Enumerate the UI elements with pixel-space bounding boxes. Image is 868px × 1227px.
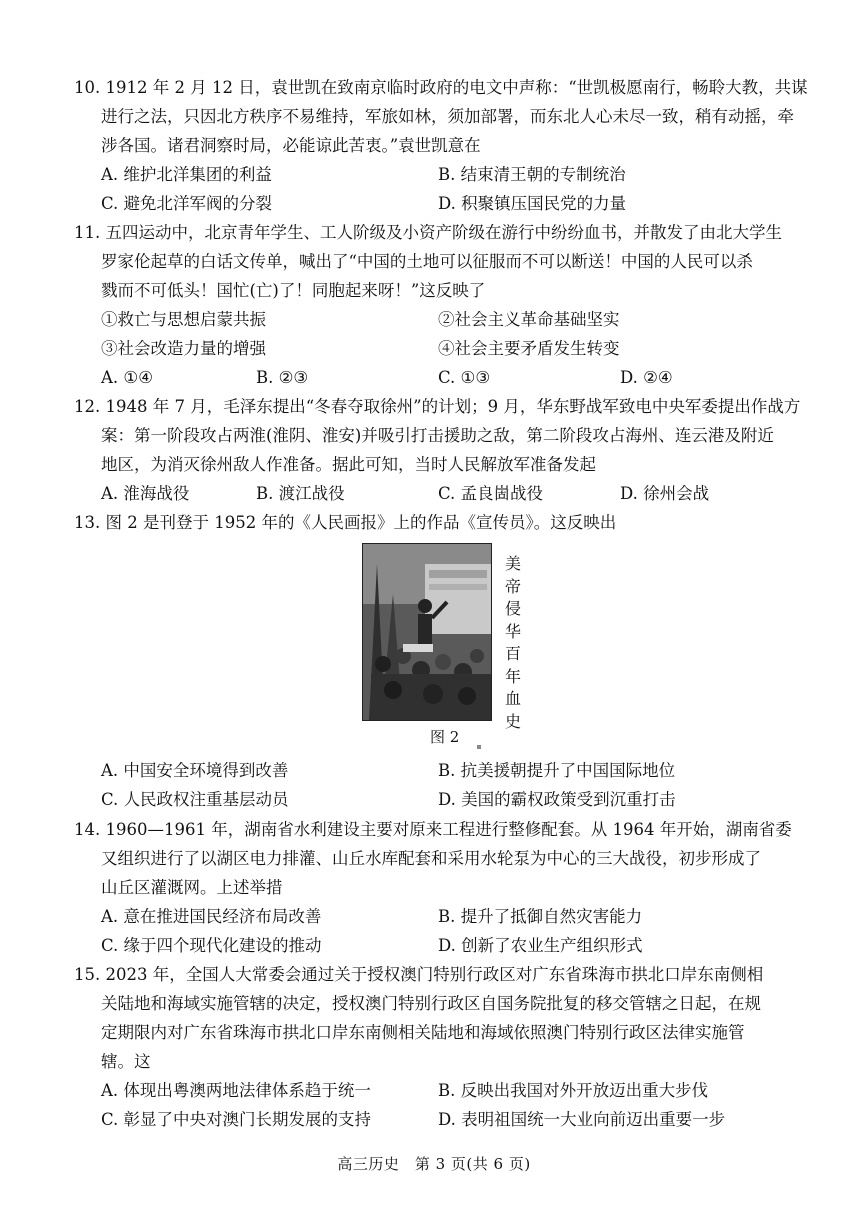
question-stem-line: 13. 图 2 是刊登于 1952 年的《人民画报》上的作品《宣传员》。这反映出 bbox=[74, 513, 617, 532]
option-row bbox=[74, 189, 812, 218]
question-11 bbox=[74, 218, 812, 392]
option-row bbox=[74, 363, 812, 392]
option-b: B. 提升了抵御自然灾害能力 bbox=[438, 907, 643, 926]
option-d: D. 美国的霸权政策受到沉重打击 bbox=[438, 790, 676, 809]
question-stem-line: 14. 1960—1961 年，湖南省水利建设主要对原来工程进行整修配套。从 1964 年开始，湖南省委 bbox=[74, 820, 792, 839]
option-b: B. 结束清王朝的专制统治 bbox=[438, 165, 626, 184]
question-stem-line: 10. 1912 年 2 月 12 日，袁世凯在致南京临时政府的电文中声称：“世凯极愿南行，畅聆大教，共谋 bbox=[74, 78, 808, 97]
option-d: D. 徐州会战 bbox=[620, 484, 710, 503]
question-stem-line: 地区，为消灭徐州敌人作准备。据此可知，当时人民解放军准备发起 bbox=[101, 455, 596, 474]
statement-4: ④社会主要矛盾发生转变 bbox=[438, 339, 620, 358]
option-row bbox=[74, 902, 812, 931]
option-d: D. ②④ bbox=[620, 368, 673, 387]
option-c: C. 孟良崮战役 bbox=[438, 484, 544, 503]
statement-2: ②社会主义革命基础坚实 bbox=[438, 310, 620, 329]
option-row bbox=[74, 785, 812, 814]
option-row bbox=[74, 160, 812, 189]
question-stem-line: 罗家伦起草的白话文传单，喊出了“中国的土地可以征服而不可以断送！中国的人民可以杀 bbox=[101, 252, 753, 271]
propaganda-illustration bbox=[362, 543, 492, 721]
option-a: A. 维护北洋集团的利益 bbox=[101, 165, 272, 184]
option-d: D. 表明祖国统一大业向前迈出重要一步 bbox=[438, 1110, 726, 1129]
option-a: A. 中国安全环境得到改善 bbox=[101, 761, 289, 780]
option-row bbox=[74, 756, 812, 785]
question-stem-line: 15. 2023 年，全国人大常委会通过关于授权澳门特别行政区对广东省珠海市拱北口岸东南侧相 bbox=[74, 965, 764, 984]
option-row bbox=[74, 1076, 812, 1105]
question-stem-line: 案：第一阶段攻占两淮(淮阴、淮安)并吸引打击援助之敌，第二阶段攻占海州、连云港及附近 bbox=[101, 426, 774, 445]
option-d: D. 积聚镇压国民党的力量 bbox=[438, 194, 627, 213]
question-stem-line: 山丘区灌溉网。上述举措 bbox=[101, 878, 283, 897]
question-stem-line: 又组织进行了以湖区电力排灌、山丘水库配套和采用水轮泵为中心的三大战役，初步形成了 bbox=[101, 849, 761, 868]
scan-speck bbox=[477, 745, 481, 749]
page-footer: 高三历史 第 3 页(共 6 页) bbox=[337, 1155, 531, 1173]
option-b: B. 抗美援朝提升了中国国际地位 bbox=[438, 761, 676, 780]
statement-3: ③社会改造力量的增强 bbox=[101, 339, 266, 358]
option-c: C. 彰显了中央对澳门长期发展的支持 bbox=[101, 1110, 372, 1129]
option-c: C. 避免北洋军阀的分裂 bbox=[101, 194, 273, 213]
option-row bbox=[74, 1105, 812, 1134]
figure-caption: 图 2 bbox=[430, 728, 460, 746]
option-d: D. 创新了农业生产组织形式 bbox=[438, 936, 643, 955]
figure-side-caption: 美帝侵华百年血史 bbox=[504, 554, 521, 731]
question-stem-line: 涉各国。诸君洞察时局，必能谅此苦衷。”袁世凯意在 bbox=[101, 136, 481, 155]
question-10 bbox=[74, 73, 812, 218]
option-row bbox=[74, 931, 812, 960]
option-a: A. ①④ bbox=[101, 368, 153, 387]
question-stem-line: 关陆地和海域实施管辖的决定，授权澳门特别行政区自国务院批复的移交管辖之日起，在规 bbox=[101, 994, 761, 1013]
option-b: B. 反映出我国对外开放迈出重大步伐 bbox=[438, 1081, 709, 1100]
question-stem-line: 定期限内对广东省珠海市拱北口岸东南侧相关陆地和海域依照澳门特别行政区法律实施管 bbox=[101, 1023, 745, 1042]
statement-row bbox=[74, 334, 812, 363]
question-14 bbox=[74, 815, 812, 960]
option-a: A. 淮海战役 bbox=[101, 484, 190, 503]
option-row bbox=[74, 479, 812, 508]
option-c: C. 缘于四个现代化建设的推动 bbox=[101, 936, 322, 955]
option-b: B. 渡江战役 bbox=[256, 484, 345, 503]
statement-1: ①救亡与思想启蒙共振 bbox=[101, 310, 266, 329]
option-b: B. ②③ bbox=[256, 368, 309, 387]
option-c: C. 人民政权注重基层动员 bbox=[101, 790, 289, 809]
question-stem-line: 12. 1948 年 7 月，毛泽东提出“冬春夺取徐州”的计划；9 月，华东野战军致电中央军委提出作战方 bbox=[74, 397, 801, 416]
question-13-options bbox=[74, 756, 812, 814]
question-stem-line: 11. 五四运动中，北京青年学生、工人阶级及小资产阶级在游行中纷纷血书，并散发了由北大学生 bbox=[74, 223, 782, 242]
question-12 bbox=[74, 392, 812, 508]
question-stem-line: 辖。这 bbox=[101, 1052, 151, 1071]
question-stem-line: 进行之法，只因北方秩序不易维持，军旅如林，须加部署，而东北人心未尽一致，稍有动摇，牵 bbox=[101, 107, 794, 126]
option-a: A. 体现出粤澳两地法律体系趋于统一 bbox=[101, 1081, 371, 1100]
option-c: C. ①③ bbox=[438, 368, 491, 387]
option-a: A. 意在推进国民经济布局改善 bbox=[101, 907, 322, 926]
question-15 bbox=[74, 960, 812, 1134]
question-13 bbox=[74, 508, 812, 537]
statement-row bbox=[74, 305, 812, 334]
figure-2 bbox=[362, 543, 530, 731]
question-stem-line: 戮而不可低头！国忙(亡)了！同胞起来呀！”这反映了 bbox=[101, 281, 486, 300]
propaganda-artwork-image bbox=[363, 544, 491, 720]
